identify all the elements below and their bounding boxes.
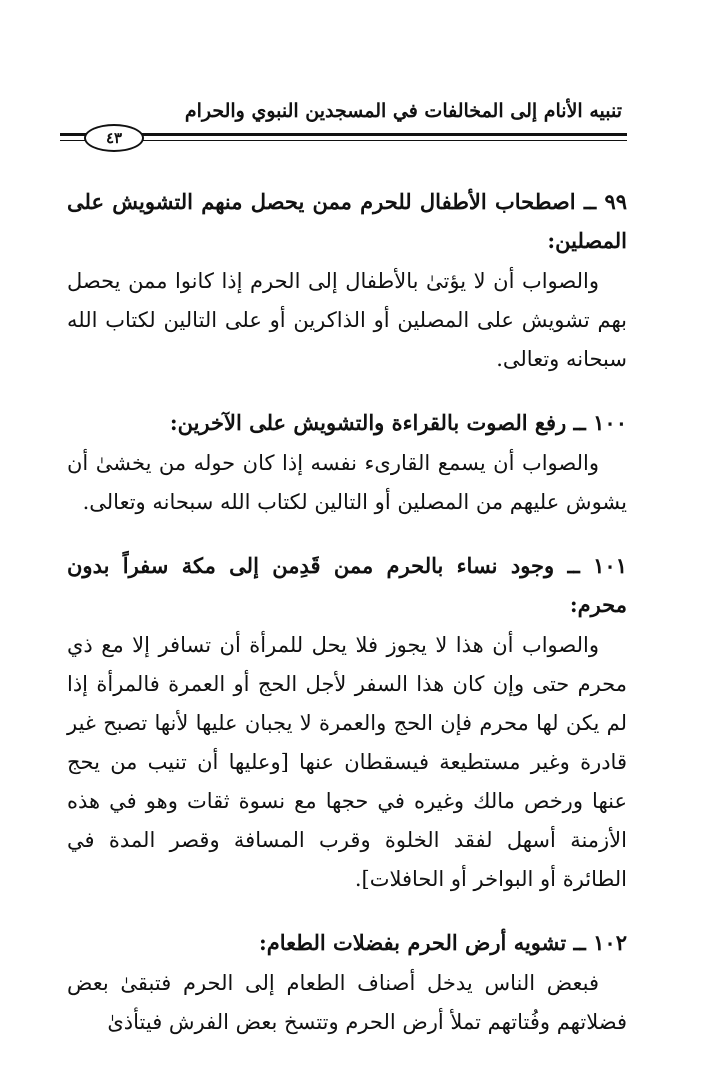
header-rule-thin [60,140,627,141]
running-header-title: تنبيه الأنام إلى المخالفات في المسجدين النبوي والحرام [184,100,622,122]
section-heading: ١٠٠ ــ رفع الصوت بالقراءة والتشويش على الآخرين: [169,410,627,435]
section-100 [67,403,627,522]
section-body: فبعض الناس يدخل أصناف الطعام إلى الحرم فتبقىٰ بعض فضلاتهم وفُتاتهم تملأ أرض الحرم وتتسخ بعض الفرش فيتأذىٰ [67,971,627,1034]
section-body: والصواب أن لا يؤتىٰ بالأطفال إلى الحرم إذا كانوا ممن يحصل بهم تشويش على المصلين أو الذاكرين أو على التالين لكتاب الله سبحانه وتعالى. [67,269,627,371]
section-heading: ١٠٢ ــ تشويه أرض الحرم بفضلات الطعام: [258,930,627,955]
page-number-badge: ٤٣ [84,124,144,152]
page-content [67,182,627,1066]
section-body: والصواب أن هذا لا يجوز فلا يحل للمرأة أن تسافر إلا مع ذي محرم حتى وإن كان هذا السفر لأجل الحج أو العمرة فالمرأة إذا لم يكن لها محرم فإن الحج والعمرة لا يجبان عليها لأنها تصبح غير قادرة وغير مستطيعة فيسقطان عنها [وعليها أن تنيب من يحج عنها ورخص مالك وغيره في حجها مع نسوة ثقات وهو في هذه الأزمنة أسهل لفقد الخلوة وقرب المسافة وقصر المدة في الطائرة أو البواخر أو الحافلات]. [67,633,627,891]
section-102 [67,923,627,1042]
section-heading: ٩٩ ــ اصطحاب الأطفال للحرم ممن يحصل منهم التشويش على المصلين: [67,189,627,253]
section-101 [67,546,627,899]
section-body: والصواب أن يسمع القارىء نفسه إذا كان حوله من يخشىٰ أن يشوش عليهم من المصلين أو التالين لكتاب الله سبحانه وتعالى. [67,451,627,514]
header-rule-thick [60,133,627,136]
section-99 [67,182,627,379]
section-heading: ١٠١ ــ وجود نساء بالحرم ممن قَدِمن إلى مكة سفراً بدون محرم: [67,553,627,617]
